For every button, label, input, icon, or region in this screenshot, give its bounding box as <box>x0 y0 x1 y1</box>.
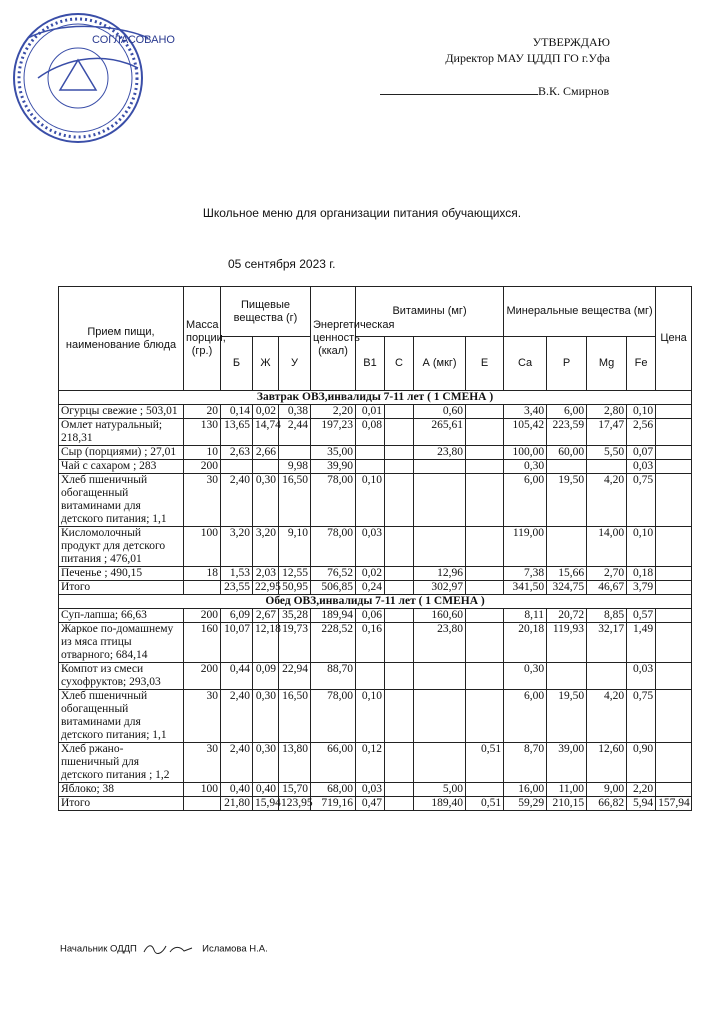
value-cell: 2,56 <box>627 419 656 446</box>
value-cell: 3,40 <box>504 405 547 419</box>
value-cell: 0,06 <box>356 609 385 623</box>
value-cell: 223,59 <box>547 419 587 446</box>
value-cell <box>587 460 627 474</box>
value-cell: 0,12 <box>356 743 385 783</box>
value-cell <box>466 663 504 690</box>
value-cell: 0,90 <box>627 743 656 783</box>
value-cell: 39,90 <box>311 460 356 474</box>
value-cell: 19,50 <box>547 474 587 527</box>
col-nutrients-header: Пищевые вещества (г) <box>221 287 311 337</box>
value-cell: 0,08 <box>356 419 385 446</box>
table-row <box>59 663 692 690</box>
table-row <box>59 743 692 783</box>
value-cell <box>466 419 504 446</box>
value-cell: 2,63 <box>221 446 253 460</box>
value-cell: 130 <box>184 419 221 446</box>
section-title: Завтрак ОВЗ,инвалиды 7-11 лет ( 1 СМЕНА ) <box>59 391 692 405</box>
value-cell: 0,01 <box>356 405 385 419</box>
value-cell: 2,20 <box>627 783 656 797</box>
value-cell: 66,00 <box>311 743 356 783</box>
value-cell: 15,94 <box>253 797 279 811</box>
dish-name-cell: Компот из смеси сухофруктов; 293,03 <box>59 663 184 690</box>
value-cell: 12,18 <box>253 623 279 663</box>
value-cell <box>656 783 692 797</box>
value-cell: 22,95 <box>253 581 279 595</box>
dish-name-cell: Хлеб пшеничный обогащенный витаминами для детского питания; 1,1 <box>59 474 184 527</box>
value-cell <box>466 623 504 663</box>
table-row <box>59 474 692 527</box>
value-cell: 2,80 <box>587 405 627 419</box>
value-cell: 23,80 <box>414 623 466 663</box>
menu-table-body <box>59 391 692 811</box>
value-cell: 157,94 <box>656 797 692 811</box>
value-cell: 6,00 <box>504 474 547 527</box>
value-cell: 0,30 <box>253 690 279 743</box>
value-cell <box>253 460 279 474</box>
dish-name-cell: Кисломолочный продукт для детского питания ; 476,01 <box>59 527 184 567</box>
value-cell: 0,16 <box>356 623 385 663</box>
value-cell: 100,00 <box>504 446 547 460</box>
value-cell: 16,50 <box>279 474 311 527</box>
approve-position: Директор МАУ ЦДДП ГО г.Уфа <box>445 51 610 65</box>
value-cell <box>385 623 414 663</box>
value-cell: 0,60 <box>414 405 466 419</box>
value-cell <box>414 690 466 743</box>
col-p-header: Р <box>547 337 587 391</box>
value-cell: 160,60 <box>414 609 466 623</box>
value-cell: 23,80 <box>414 446 466 460</box>
value-cell <box>466 609 504 623</box>
value-cell <box>184 797 221 811</box>
value-cell: 32,17 <box>587 623 627 663</box>
value-cell: 6,00 <box>504 690 547 743</box>
table-row <box>59 690 692 743</box>
value-cell: 2,66 <box>253 446 279 460</box>
value-cell: 9,98 <box>279 460 311 474</box>
value-cell <box>221 460 253 474</box>
value-cell: 22,94 <box>279 663 311 690</box>
value-cell: 3,20 <box>253 527 279 567</box>
value-cell: 10,07 <box>221 623 253 663</box>
value-cell: 20,72 <box>547 609 587 623</box>
value-cell: 17,47 <box>587 419 627 446</box>
dish-name-cell: Печенье ; 490,15 <box>59 567 184 581</box>
value-cell: 0,51 <box>466 743 504 783</box>
value-cell: 39,00 <box>547 743 587 783</box>
value-cell: 119,93 <box>547 623 587 663</box>
value-cell: 16,00 <box>504 783 547 797</box>
value-cell: 0,30 <box>504 663 547 690</box>
value-cell: 16,50 <box>279 690 311 743</box>
value-cell: 50,95 <box>279 581 311 595</box>
section-header-row <box>59 595 692 609</box>
agreed-label: СОГЛАСОВАНО <box>92 34 175 46</box>
value-cell <box>656 419 692 446</box>
col-vitamins-header: Витамины (мг) <box>356 287 504 337</box>
value-cell <box>385 527 414 567</box>
handwritten-signature <box>140 942 200 956</box>
col-zh-header: Ж <box>253 337 279 391</box>
value-cell: 18 <box>184 567 221 581</box>
value-cell <box>466 527 504 567</box>
value-cell <box>547 460 587 474</box>
value-cell <box>656 623 692 663</box>
value-cell <box>184 581 221 595</box>
value-cell: 0,10 <box>356 474 385 527</box>
value-cell <box>656 581 692 595</box>
value-cell: 5,94 <box>627 797 656 811</box>
value-cell: 0,44 <box>221 663 253 690</box>
dish-name-cell: Огурцы свежие ; 503,01 <box>59 405 184 419</box>
value-cell: 76,52 <box>311 567 356 581</box>
table-row <box>59 460 692 474</box>
value-cell: 0,03 <box>356 527 385 567</box>
value-cell: 88,70 <box>311 663 356 690</box>
value-cell <box>656 567 692 581</box>
table-row <box>59 783 692 797</box>
value-cell <box>656 405 692 419</box>
value-cell <box>656 609 692 623</box>
col-mass-header: Масса порции, (гр.) <box>184 287 221 391</box>
value-cell: 0,40 <box>253 783 279 797</box>
value-cell: 0,38 <box>279 405 311 419</box>
value-cell: 0,30 <box>253 474 279 527</box>
value-cell: 19,73 <box>279 623 311 663</box>
value-cell: 9,10 <box>279 527 311 567</box>
value-cell: 2,44 <box>279 419 311 446</box>
value-cell: 0,30 <box>253 743 279 783</box>
dish-name-cell: Итого <box>59 581 184 595</box>
value-cell: 30 <box>184 743 221 783</box>
table-row <box>59 405 692 419</box>
value-cell: 2,40 <box>221 690 253 743</box>
col-u-header: У <box>279 337 311 391</box>
footer-position: Начальник ОДДП <box>60 943 137 955</box>
dish-name-cell: Итого <box>59 797 184 811</box>
value-cell: 4,20 <box>587 690 627 743</box>
signature-line <box>380 94 538 95</box>
value-cell: 12,55 <box>279 567 311 581</box>
value-cell: 14,74 <box>253 419 279 446</box>
value-cell <box>656 460 692 474</box>
value-cell <box>656 527 692 567</box>
dish-name-cell: Суп-лапша; 66,63 <box>59 609 184 623</box>
col-mg-header: Mg <box>587 337 627 391</box>
value-cell: 8,70 <box>504 743 547 783</box>
value-cell: 6,00 <box>547 405 587 419</box>
menu-date: 05 сентября 2023 г. <box>228 257 336 271</box>
approve-title: УТВЕРЖДАЮ <box>532 35 610 49</box>
value-cell: 5,00 <box>414 783 466 797</box>
value-cell: 2,67 <box>253 609 279 623</box>
value-cell <box>587 663 627 690</box>
dish-name-cell: Жаркое по-домашнему из мяса птицы отварного; 684,14 <box>59 623 184 663</box>
value-cell: 9,00 <box>587 783 627 797</box>
value-cell: 506,85 <box>311 581 356 595</box>
value-cell: 8,11 <box>504 609 547 623</box>
value-cell: 13,80 <box>279 743 311 783</box>
value-cell <box>656 446 692 460</box>
table-row <box>59 567 692 581</box>
value-cell <box>414 663 466 690</box>
value-cell: 14,00 <box>587 527 627 567</box>
col-name-header: Прием пищи, наименование блюда <box>59 287 184 391</box>
value-cell: 0,02 <box>253 405 279 419</box>
value-cell: 4,20 <box>587 474 627 527</box>
value-cell: 210,15 <box>547 797 587 811</box>
value-cell <box>466 460 504 474</box>
value-cell: 0,03 <box>627 460 656 474</box>
col-a-header: А (мкг) <box>414 337 466 391</box>
value-cell: 0,07 <box>627 446 656 460</box>
value-cell: 100 <box>184 527 221 567</box>
value-cell: 0,57 <box>627 609 656 623</box>
value-cell: 0,02 <box>356 567 385 581</box>
value-cell: 35,28 <box>279 609 311 623</box>
value-cell: 21,80 <box>221 797 253 811</box>
value-cell <box>656 474 692 527</box>
value-cell <box>414 527 466 567</box>
value-cell <box>656 663 692 690</box>
page-title: Школьное меню для организации питания обучающихся. <box>202 206 522 220</box>
col-b-header: Б <box>221 337 253 391</box>
value-cell <box>466 581 504 595</box>
value-cell: 19,50 <box>547 690 587 743</box>
value-cell: 0,40 <box>221 783 253 797</box>
value-cell <box>414 743 466 783</box>
value-cell: 6,09 <box>221 609 253 623</box>
value-cell: 119,00 <box>504 527 547 567</box>
value-cell: 23,55 <box>221 581 253 595</box>
value-cell: 7,38 <box>504 567 547 581</box>
dish-name-cell: Чай с сахаром ; 283 <box>59 460 184 474</box>
value-cell <box>466 783 504 797</box>
value-cell: 0,47 <box>356 797 385 811</box>
value-cell <box>414 474 466 527</box>
col-e-header: Е <box>466 337 504 391</box>
dish-name-cell: Хлеб ржано-пшеничный для детского питания ; 1,2 <box>59 743 184 783</box>
value-cell: 2,40 <box>221 474 253 527</box>
value-cell: 200 <box>184 460 221 474</box>
value-cell: 200 <box>184 663 221 690</box>
value-cell: 13,65 <box>221 419 253 446</box>
value-cell: 719,16 <box>311 797 356 811</box>
value-cell <box>385 783 414 797</box>
value-cell <box>385 581 414 595</box>
value-cell: 66,82 <box>587 797 627 811</box>
approve-name: В.К. Смирнов <box>538 84 610 98</box>
value-cell: 0,75 <box>627 474 656 527</box>
col-energy-header: Энергетическая ценность (ккал) <box>311 287 356 391</box>
total-row <box>59 581 692 595</box>
col-price-header: Цена <box>656 287 692 391</box>
value-cell: 68,00 <box>311 783 356 797</box>
value-cell: 15,66 <box>547 567 587 581</box>
dish-name-cell: Сыр (порциями) ; 27,01 <box>59 446 184 460</box>
value-cell: 0,10 <box>627 405 656 419</box>
round-stamp <box>8 8 148 148</box>
value-cell <box>466 446 504 460</box>
table-row <box>59 609 692 623</box>
value-cell: 0,18 <box>627 567 656 581</box>
value-cell: 341,50 <box>504 581 547 595</box>
value-cell: 189,94 <box>311 609 356 623</box>
approval-block <box>440 34 610 66</box>
dish-name-cell: Яблоко; 38 <box>59 783 184 797</box>
table-row <box>59 419 692 446</box>
value-cell: 265,61 <box>414 419 466 446</box>
value-cell: 0,75 <box>627 690 656 743</box>
value-cell: 0,10 <box>627 527 656 567</box>
value-cell: 189,40 <box>414 797 466 811</box>
value-cell: 78,00 <box>311 690 356 743</box>
table-row <box>59 527 692 567</box>
value-cell: 1,53 <box>221 567 253 581</box>
value-cell <box>547 527 587 567</box>
value-cell: 228,52 <box>311 623 356 663</box>
value-cell <box>385 663 414 690</box>
value-cell <box>385 474 414 527</box>
value-cell: 160 <box>184 623 221 663</box>
value-cell <box>656 743 692 783</box>
value-cell: 197,23 <box>311 419 356 446</box>
dish-name-cell: Хлеб пшеничный обогащенный витаминами для детского питания; 1,1 <box>59 690 184 743</box>
value-cell <box>385 743 414 783</box>
col-b1-header: В1 <box>356 337 385 391</box>
value-cell: 1,49 <box>627 623 656 663</box>
menu-table <box>58 286 692 811</box>
total-row <box>59 797 692 811</box>
value-cell <box>385 690 414 743</box>
value-cell: 0,09 <box>253 663 279 690</box>
table-row <box>59 623 692 663</box>
value-cell: 2,20 <box>311 405 356 419</box>
col-fe-header: Fe <box>627 337 656 391</box>
value-cell: 20 <box>184 405 221 419</box>
value-cell: 15,70 <box>279 783 311 797</box>
value-cell <box>385 797 414 811</box>
value-cell: 2,03 <box>253 567 279 581</box>
value-cell: 3,20 <box>221 527 253 567</box>
footer-name: Исламова Н.А. <box>202 943 268 955</box>
value-cell: 0,30 <box>504 460 547 474</box>
value-cell: 30 <box>184 690 221 743</box>
col-c-header: С <box>385 337 414 391</box>
value-cell: 30 <box>184 474 221 527</box>
value-cell: 0,03 <box>627 663 656 690</box>
value-cell <box>414 460 466 474</box>
value-cell: 0,14 <box>221 405 253 419</box>
value-cell: 302,97 <box>414 581 466 595</box>
col-ca-header: Са <box>504 337 547 391</box>
value-cell: 78,00 <box>311 474 356 527</box>
value-cell <box>466 474 504 527</box>
value-cell: 2,40 <box>221 743 253 783</box>
value-cell: 59,29 <box>504 797 547 811</box>
value-cell: 0,10 <box>356 690 385 743</box>
dish-name-cell: Омлет натуральный; 218,31 <box>59 419 184 446</box>
value-cell <box>385 446 414 460</box>
value-cell: 2,70 <box>587 567 627 581</box>
value-cell <box>356 663 385 690</box>
value-cell <box>466 690 504 743</box>
value-cell: 0,03 <box>356 783 385 797</box>
value-cell <box>656 690 692 743</box>
value-cell: 11,00 <box>547 783 587 797</box>
value-cell <box>385 567 414 581</box>
value-cell: 324,75 <box>547 581 587 595</box>
value-cell <box>356 460 385 474</box>
section-header-row <box>59 391 692 405</box>
value-cell: 200 <box>184 609 221 623</box>
value-cell: 8,85 <box>587 609 627 623</box>
value-cell <box>356 446 385 460</box>
value-cell: 35,00 <box>311 446 356 460</box>
value-cell: 12,96 <box>414 567 466 581</box>
value-cell: 105,42 <box>504 419 547 446</box>
value-cell: 78,00 <box>311 527 356 567</box>
value-cell: 46,67 <box>587 581 627 595</box>
value-cell: 12,60 <box>587 743 627 783</box>
value-cell: 60,00 <box>547 446 587 460</box>
footer <box>60 942 268 956</box>
value-cell <box>466 405 504 419</box>
value-cell: 20,18 <box>504 623 547 663</box>
value-cell <box>466 567 504 581</box>
value-cell: 5,50 <box>587 446 627 460</box>
table-row <box>59 446 692 460</box>
value-cell <box>385 419 414 446</box>
value-cell: 3,79 <box>627 581 656 595</box>
value-cell: 0,24 <box>356 581 385 595</box>
section-title: Обед ОВЗ,инвалиды 7-11 лет ( 1 СМЕНА ) <box>59 595 692 609</box>
value-cell <box>385 609 414 623</box>
value-cell <box>547 663 587 690</box>
value-cell: 10 <box>184 446 221 460</box>
value-cell <box>279 446 311 460</box>
col-minerals-header: Минеральные вещества (мг) <box>504 287 656 337</box>
value-cell <box>385 460 414 474</box>
value-cell <box>385 405 414 419</box>
value-cell: 0,51 <box>466 797 504 811</box>
value-cell: 123,95 <box>279 797 311 811</box>
value-cell: 100 <box>184 783 221 797</box>
